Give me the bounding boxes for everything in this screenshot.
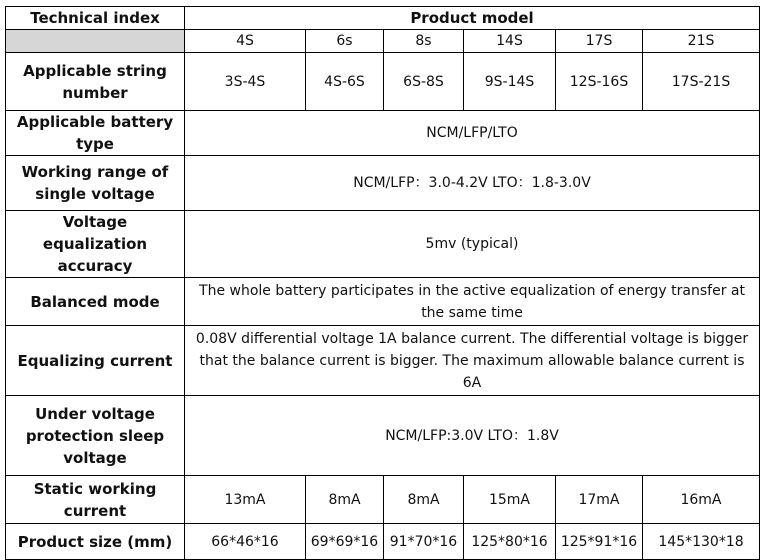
- table-row: [6, 326, 760, 396]
- value-cell: 125*80*16: [464, 524, 556, 560]
- value-cell: 17S-21S: [643, 53, 760, 111]
- model-row: [6, 30, 760, 53]
- table-row: [6, 156, 760, 211]
- value-cell: 69*69*16: [306, 524, 384, 560]
- table-row: [6, 278, 760, 326]
- technical-index-header: Technical index: [6, 7, 185, 30]
- value-cell: 17mA: [556, 476, 643, 524]
- value-cell: 125*91*16: [556, 524, 643, 560]
- row-label: Static working current: [6, 476, 185, 524]
- value-cell: 5mv (typical): [185, 211, 760, 278]
- value-cell: 16mA: [643, 476, 760, 524]
- row-label: Applicable string number: [6, 53, 185, 111]
- model-cell: 14S: [464, 30, 556, 53]
- spec-table: [5, 6, 760, 560]
- table-row: [6, 476, 760, 524]
- value-cell: 15mA: [464, 476, 556, 524]
- row-label: Equalizing current: [6, 326, 185, 396]
- table-row: [6, 396, 760, 476]
- table-row: [6, 211, 760, 278]
- value-cell: 145*130*18: [643, 524, 760, 560]
- row-label: Under voltage protection sleep voltage: [6, 396, 185, 476]
- row-label: Applicable battery type: [6, 111, 185, 156]
- blank-cell: [6, 30, 185, 53]
- value-cell: 9S-14S: [464, 53, 556, 111]
- value-cell: 4S-6S: [306, 53, 384, 111]
- model-cell: 4S: [185, 30, 306, 53]
- value-cell: NCM/LFP/LTO: [185, 111, 760, 156]
- table-header-row: [6, 7, 760, 30]
- model-cell: 6s: [306, 30, 384, 53]
- value-cell: 13mA: [185, 476, 306, 524]
- value-cell: NCM/LFP:3.0V LTO：1.8V: [185, 396, 760, 476]
- model-cell: 17S: [556, 30, 643, 53]
- value-cell: 8mA: [306, 476, 384, 524]
- product-model-header: Product model: [185, 7, 760, 30]
- value-cell: NCM/LFP：3.0-4.2V LTO：1.8-3.0V: [185, 156, 760, 211]
- table-row: [6, 53, 760, 111]
- row-label: Working range of single voltage: [6, 156, 185, 211]
- value-cell: 8mA: [384, 476, 464, 524]
- value-cell: 3S-4S: [185, 53, 306, 111]
- model-cell: 21S: [643, 30, 760, 53]
- value-cell: 6S-8S: [384, 53, 464, 111]
- table-row: [6, 524, 760, 560]
- value-cell: 0.08V differential voltage 1A balance current. The differential voltage is bigger that the balance current is bigger. The maximum allowable balance current is 6A: [185, 326, 760, 396]
- value-cell: 91*70*16: [384, 524, 464, 560]
- row-label: Voltage equalization accuracy: [6, 211, 185, 278]
- table-row: [6, 111, 760, 156]
- model-cell: 8s: [384, 30, 464, 53]
- value-cell: 66*46*16: [185, 524, 306, 560]
- value-cell: 12S-16S: [556, 53, 643, 111]
- row-label: Product size (mm): [6, 524, 185, 560]
- value-cell: The whole battery participates in the active equalization of energy transfer at the same time: [185, 278, 760, 326]
- row-label: Balanced mode: [6, 278, 185, 326]
